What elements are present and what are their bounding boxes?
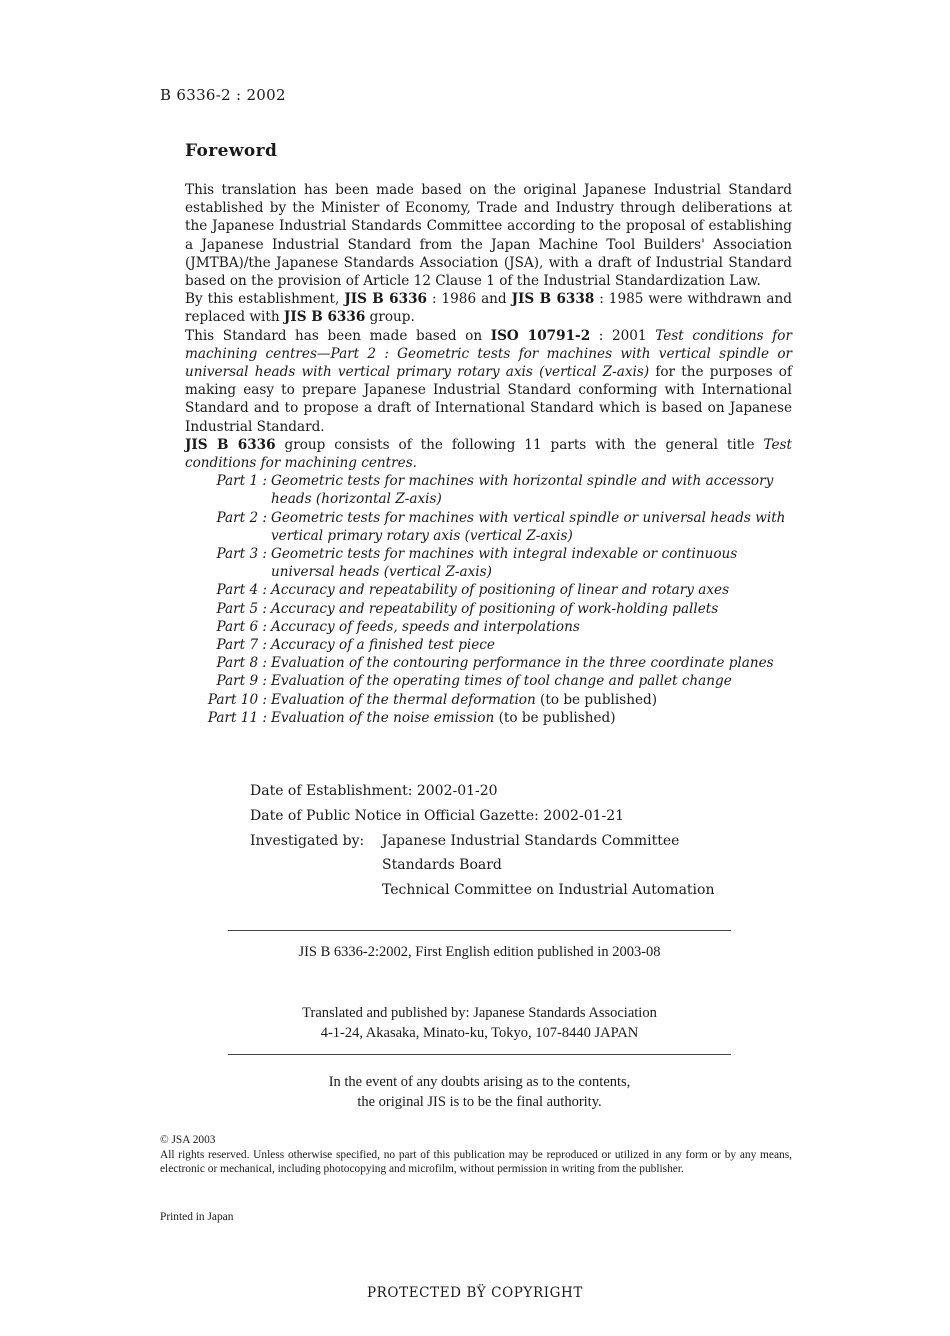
parts-list	[185, 472, 792, 727]
part-text	[271, 672, 792, 690]
part-text	[271, 636, 792, 654]
part-label: Part 7 :	[216, 637, 267, 654]
part-item	[185, 618, 792, 636]
investigated-by-2: Standards Board	[382, 857, 502, 874]
part-label: Part 10 :	[207, 691, 267, 708]
p2-year1: : 1986 and	[427, 291, 512, 308]
part-text	[271, 600, 792, 618]
part-title: Geometric tests for machines with integral indexable or continuous universal heads (vertical Z-axis)	[271, 546, 738, 581]
foreword-paragraph-1: This translation has been made based on the original Japanese Industrial Standard established by the Minister of Economy, Trade and Industry through deliberations at the Japanese Industrial Standards Committee according to the proposal of establishing a Japanese Industrial Standard from the Japan Machine Tool Builders' Association (JMTBA)/the Japanese Standards Association (JSA), with a draft of Industrial Standard based on the provision of Article 12 Clause 1 of the Industrial Standardization Law.	[185, 182, 792, 290]
p3-lead: This Standard has been made based on	[185, 327, 491, 344]
divider-top	[228, 930, 731, 931]
edition-line: JIS B 6336-2:2002, First English edition published in 2003-08	[298, 944, 661, 960]
part-label: Part 4 :	[216, 582, 267, 599]
iso-title: Test conditions for machining centres—Part 2 : Geometric tests for machines with vertical spindle or universal heads with vertical primary rotary axis (vertical Z-axis)	[185, 327, 792, 381]
std-ref-jis-b-6336: JIS B 6336	[344, 291, 427, 308]
publisher-block	[228, 1003, 731, 1043]
investigated-row	[250, 853, 714, 878]
std-ref-jis-b-6338: JIS B 6338	[511, 291, 595, 308]
divider-bottom	[228, 1054, 731, 1055]
part-label: Part 9 :	[216, 673, 267, 690]
dates-block	[250, 779, 714, 903]
part-item	[185, 672, 792, 690]
part-label: Part 11 :	[207, 709, 267, 726]
part-item	[185, 472, 792, 508]
part-text	[271, 472, 792, 508]
part-item	[185, 600, 792, 618]
part-item	[185, 691, 792, 709]
part-title: Geometric tests for machines with horizontal spindle and with accessory heads (horizontal Z-axis)	[271, 473, 774, 508]
part-title: Evaluation of the thermal deformation	[271, 691, 536, 708]
foreword-paragraph-2	[185, 290, 792, 326]
part-text	[271, 545, 792, 581]
authority-line-1: In the event of any doubts arising as to the contents,	[328, 1074, 631, 1090]
foreword-paragraph-4	[185, 436, 792, 472]
part-label: Part 2 :	[216, 509, 267, 526]
part-item	[185, 709, 792, 727]
investigated-spacer	[250, 878, 382, 903]
part-label: Part 6 :	[216, 618, 267, 635]
foreword-body	[185, 181, 792, 727]
part-item	[185, 636, 792, 654]
part-title: Accuracy of a finished test piece	[271, 637, 495, 654]
part-label: Part 5 :	[216, 600, 267, 617]
std-ref-jis-b-6336-group: JIS B 6336	[283, 309, 366, 326]
part-label: Part 1 :	[216, 473, 267, 490]
printed-in: Printed in Japan	[160, 1211, 234, 1223]
investigated-label: Investigated by:	[250, 832, 365, 849]
part-note: (to be published)	[494, 709, 616, 726]
publisher-line-1: Translated and published by: Japanese Standards Association	[302, 1005, 657, 1021]
foreword-title: Foreword	[185, 141, 278, 161]
p2-tail: group.	[365, 309, 415, 326]
part-item	[185, 654, 792, 672]
part-title: Accuracy and repeatability of positioning of linear and rotary axes	[271, 582, 730, 599]
part-title: Accuracy of feeds, speeds and interpolations	[271, 618, 580, 635]
p3-year: : 2001	[590, 327, 656, 344]
authority-line-2: the original JIS is to be the final authority.	[357, 1094, 602, 1110]
part-text	[271, 581, 792, 599]
publisher-address: 4-1-24, Akasaka, Minato-ku, Tokyo, 107-8440 JAPAN	[320, 1025, 639, 1041]
part-label: Part 3 :	[216, 546, 267, 563]
investigated-by-1: Japanese Industrial Standards Committee	[382, 832, 680, 849]
date-of-public-notice: Date of Public Notice in Official Gazette: 2002-01-21	[250, 807, 625, 824]
part-item	[185, 581, 792, 599]
part-text	[271, 691, 792, 709]
part-note: (to be published)	[535, 691, 658, 708]
part-title: Accuracy and repeatability of positioning of work-holding pallets	[271, 600, 719, 617]
part-text	[271, 709, 792, 727]
part-title: Geometric tests for machines with vertical spindle or universal heads with vertical primary rotary axis (vertical Z-axis)	[271, 509, 786, 544]
general-title: Test conditions for machining centres.	[185, 436, 792, 472]
copyright-block	[160, 1133, 792, 1177]
part-title: Evaluation of the noise emission	[271, 709, 495, 726]
p2-year2: : 1985 were withdrawn and replaced with	[185, 291, 792, 326]
part-text	[271, 618, 792, 636]
authority-note	[228, 1072, 731, 1112]
rights-reserved-text: All rights reserved. Unless otherwise specified, no part of this publication may be reproduced or utilized in any form or by any means, electronic or mechanical, including photocopying and microfilm, without permission in writing from the publisher.	[160, 1148, 792, 1175]
part-item	[185, 545, 792, 581]
investigated-row	[250, 878, 714, 903]
p3-tail: for the purposes of making easy to prepare Japanese Industrial Standard conforming with International Standard and to propose a draft of International Standard which is based on Japanese Industrial Standard.	[185, 364, 792, 435]
std-ref-iso-10791-2: ISO 10791-2	[490, 327, 591, 344]
copyright-symbol-line: © JSA 2003	[160, 1134, 216, 1146]
p4-mid: group consists of the following 11 parts with the general title	[275, 436, 764, 453]
part-title: Evaluation of the contouring performance in the three coordinate planes	[271, 655, 774, 672]
investigated-row	[250, 829, 714, 854]
p2-lead: By this establishment,	[185, 291, 345, 308]
part-label: Part 8 :	[216, 655, 267, 672]
investigated-spacer	[250, 853, 382, 878]
foreword-paragraph-3	[185, 327, 792, 436]
std-ref-jis-b-6336-parts: JIS B 6336	[185, 436, 276, 453]
part-text	[271, 509, 792, 545]
part-item	[185, 509, 792, 545]
protected-footer: PROTECTED BŸ COPYRIGHT	[366, 1285, 584, 1301]
investigated-by-3: Technical Committee on Industrial Automation	[382, 882, 715, 899]
date-of-establishment: Date of Establishment: 2002-01-20	[250, 783, 498, 799]
part-title: Evaluation of the operating times of tool change and pallet change	[271, 673, 732, 690]
document-code: B 6336-2 : 2002	[160, 86, 286, 104]
part-text	[271, 654, 792, 672]
